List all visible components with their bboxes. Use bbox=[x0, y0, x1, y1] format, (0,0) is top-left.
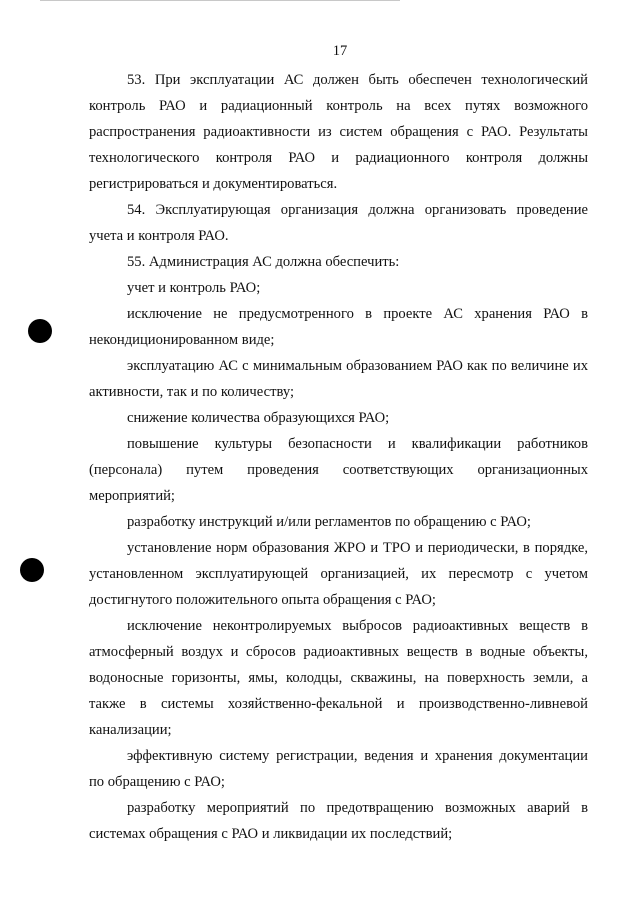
scan-top-rule bbox=[40, 0, 400, 1]
list-item: эффективную систему регистрации, ведения и хранения документации по обращению с РАО; bbox=[89, 748, 588, 790]
list-item: снижение количества образующихся РАО; bbox=[127, 410, 390, 426]
page-number: 17 bbox=[332, 43, 348, 59]
list-item: разработку мероприятий по предотвращению возможных аварий в системах обращения с РАО и ликвидации их последствий; bbox=[89, 800, 588, 842]
paragraph-53: 53. При эксплуатации АС должен быть обеспечен технологический контроль РАО и радиационный контроль на всех путях возможного распространения радиоактивности из систем обращения с РАО. Результаты технологического контроля РАО и радиационного контроля должны регистрироваться и документироваться. bbox=[89, 72, 588, 192]
list-item: учет и контроль РАО; bbox=[127, 280, 261, 296]
document-body bbox=[89, 67, 588, 847]
list-item: разработку инструкций и/или регламентов по обращению с РАО; bbox=[127, 514, 531, 530]
punch-hole-mark bbox=[28, 319, 52, 343]
list-item: эксплуатацию АС с минимальным образованием РАО как по величине их активности, так и по количеству; bbox=[89, 358, 588, 400]
paragraph-55-intro: 55. Администрация АС должна обеспечить: bbox=[127, 254, 400, 270]
list-item: исключение неконтролируемых выбросов радиоактивных веществ в атмосферный воздух и сбросов радиоактивных веществ в водные объекты, водоносные горизонты, ямы, колодцы, скважины, на поверхность земли, а также в системы хозяйственно-фекальной и производственно-ливневой канализации; bbox=[89, 618, 588, 738]
list-item: исключение не предусмотренного в проекте АС хранения РАО в некондиционированном виде; bbox=[89, 306, 588, 348]
list-item: установление норм образования ЖРО и ТРО и периодически, в порядке, установленном эксплуатирующей организацией, их пересмотр с учетом достигнутого положительного опыта обращения с РАО; bbox=[89, 540, 588, 608]
punch-hole-mark bbox=[20, 558, 44, 582]
list-item: повышение культуры безопасности и квалификации работников (персонала) путем проведения соответствующих организационных мероприятий; bbox=[89, 436, 588, 504]
paragraph-54: 54. Эксплуатирующая организация должна организовать проведение учета и контроля РАО. bbox=[89, 202, 588, 244]
